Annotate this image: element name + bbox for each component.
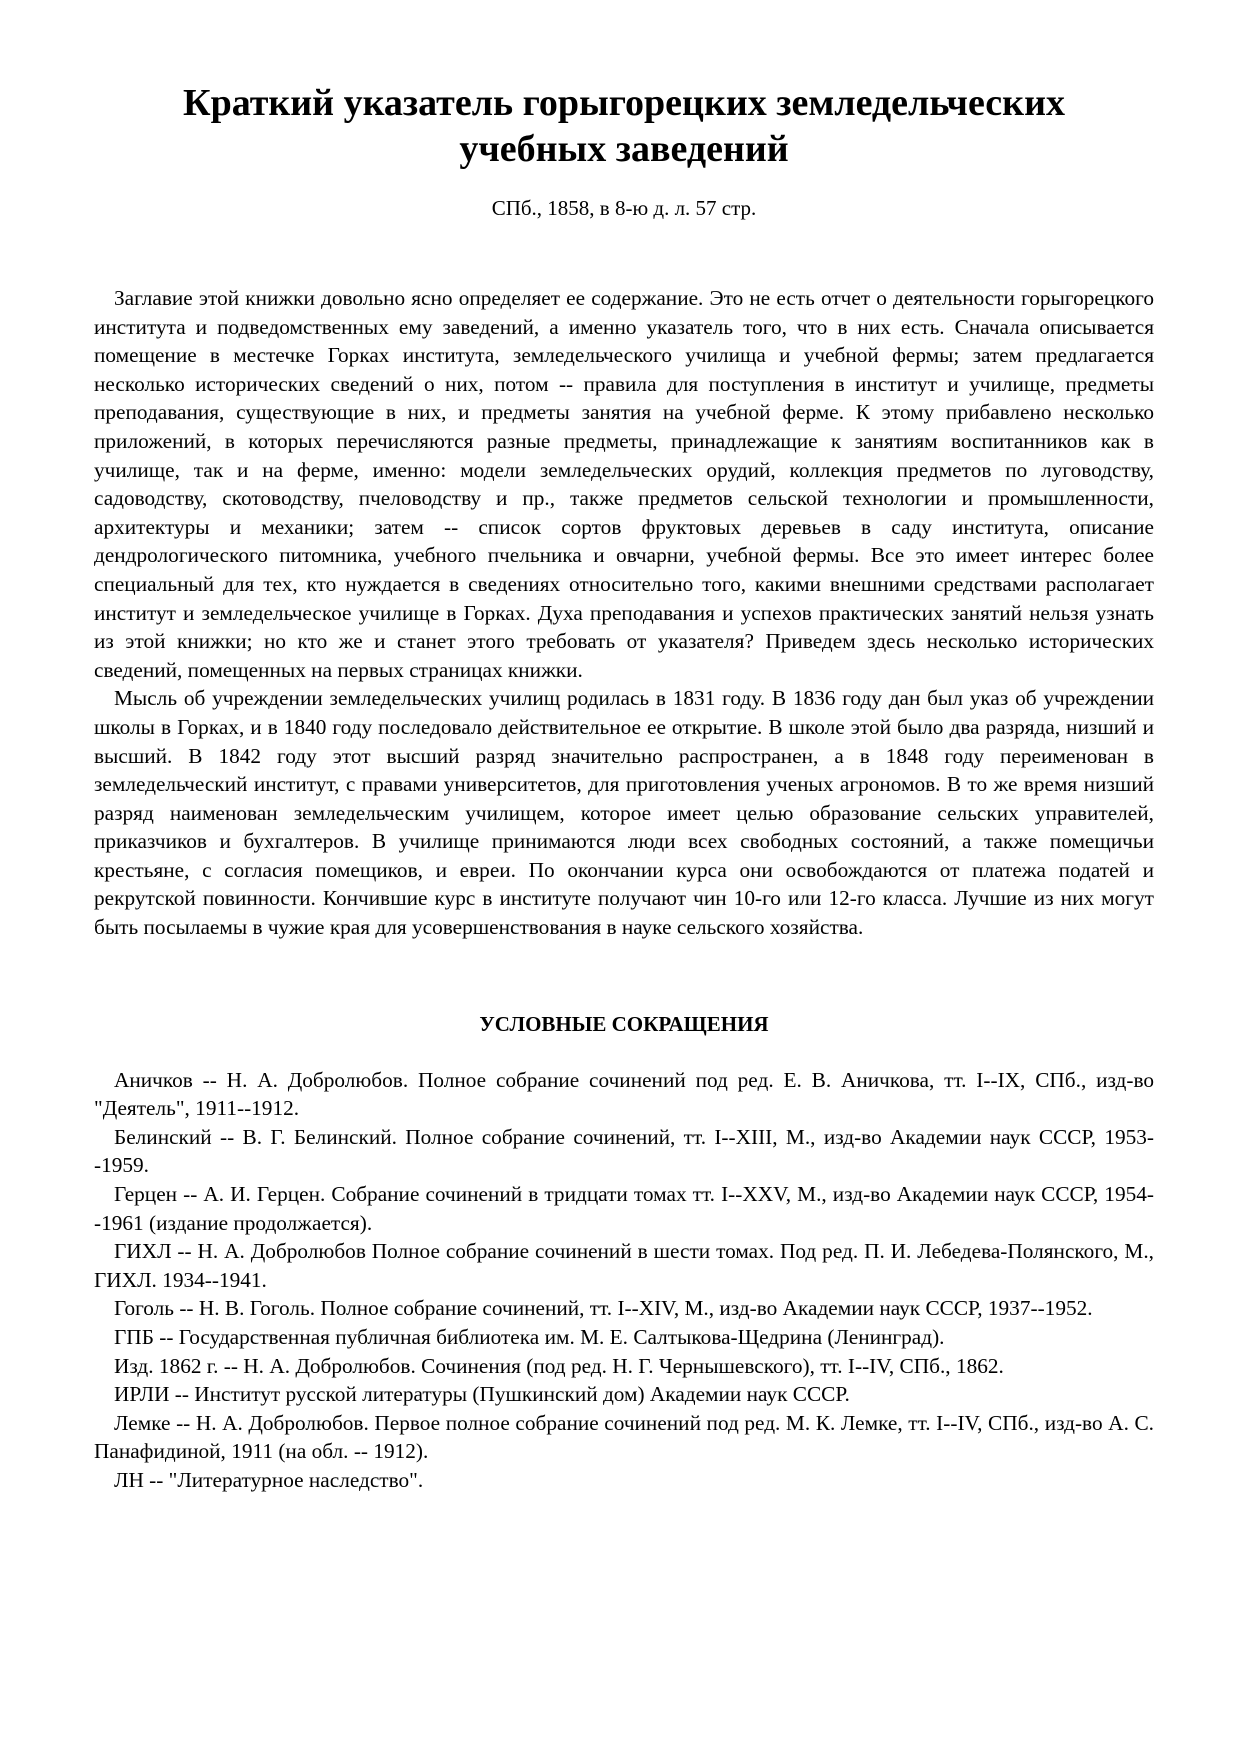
abbreviation-entry: Аничков -- Н. А. Добролюбов. Полное собрание сочинений под ред. Е. В. Аничкова, тт. I--IX, СПб., изд-во "Деятель", 1911--1912. [94, 1067, 1154, 1121]
title-line-2: учебных заведений [459, 128, 789, 170]
abbreviations-list [94, 1066, 1154, 1495]
abbreviation-entry: Изд. 1862 г. -- Н. А. Добролюбов. Сочинения (под ред. Н. Г. Чернышевского), тт. I--IV, СПб., 1862. [114, 1353, 1004, 1378]
publication-info: СПб., 1858, в 8-ю д. л. 57 стр. [491, 196, 757, 220]
abbreviation-entry: ГИХЛ -- Н. А. Добролюбов Полное собрание сочинений в шести томах. Под ред. П. И. Лебедева-Полянского, М., ГИХЛ. 1934--1941. [94, 1239, 1154, 1292]
abbreviation-entry: ИРЛИ -- Институт русской литературы (Пушкинский дом) Академии наук СССР. [114, 1382, 850, 1407]
document-title [94, 80, 1154, 172]
body-paragraph: Заглавие этой книжки довольно ясно определяет ее содержание. Это не есть отчет о деятельности горыгорецкого института и подведомственных ему заведений, а именно указатель того, что в них есть. Сначала описывается помещение в местечке Горках института, земледельческого училища и учебной фермы; затем предлагается несколько исторических сведений о них, потом -- правила для поступления в институт и училище, предметы преподавания, существующие в них, и предметы занятия на учебной ферме. К этому прибавлено несколько приложений, в которых перечисляются разные предметы, принадлежащие к занятиям воспитанников как в училище, так и на ферме, именно: модели земледельческих орудий, коллекция предметов по луговодству, садоводству, скотоводству, пчеловодству и пр., также предметов сельской технологии и промышленности, архитектуры и механики; затем -- список сортов фруктовых деревьев в саду института, описание дендрологического питомника, учебного пчельника и овчарни, учебной фермы. Все это имеет интерес более специальный для тех, кто нуждается в сведениях относительно того, какими внешними средствами располагает институт и земледельческое училище в Горках. Духа преподавания и успехов практических занятий нельзя узнать из этой книжки; но кто же и станет этого требовать от указателя? Приведем здесь несколько исторических сведений, помещенных на первых страницах книжки. [94, 286, 1154, 682]
abbreviation-entry: ЛН -- "Литературное наследство". [114, 1467, 424, 1492]
abbreviation-entry: Герцен -- А. И. Герцен. Собрание сочинений в тридцати томах тт. I--XXV, М., изд-во Академии наук СССР, 1954--1961 (издание продолжается). [94, 1182, 1154, 1235]
abbreviation-entry: ГПБ -- Государственная публичная библиотека им. М. Е. Салтыкова-Щедрина (Ленинград). [114, 1325, 945, 1349]
abbreviations-heading: УСЛОВНЫЕ СОКРАЩЕНИЯ [479, 1011, 769, 1036]
body-paragraph: Мысль об учреждении земледельческих училищ родилась в 1831 году. В 1836 году дан был указ об учреждении школы в Горках, и в 1840 году последовало действительное ее открытие. В школе этой было два разряда, низший и высший. В 1842 году этот высший разряд значительно распространен, а в 1848 году переименован в земледельческий институт, с правами университетов, для приготовления ученых агрономов. В то же время низший разряд наименован земледельческим училищем, которое имеет целью образование сельских управителей, приказчиков и бухгалтеров. В училище принимаются люди всех свободных состояний, а также помещичьи крестьяне, с согласия помещиков, и евреи. По окончании курса они освобождаются от платежа податей и рекрутской повинности. Кончившие курс в институте получают чин 10-го или 12-го класса. Лучшие из них могут быть посылаемы в чужие края для усовершенствования в науке сельского хозяйства. [94, 686, 1154, 940]
abbreviation-entry: Лемке -- Н. А. Добролюбов. Первое полное собрание сочинений под ред. М. К. Лемке, тт. I--IV, СПб., изд-во А. С. Панафидиной, 1911 (на обл. -- 1912). [94, 1410, 1154, 1464]
title-line-1: Краткий указатель горыгорецких земледельческих [183, 82, 1065, 124]
review-body [94, 284, 1154, 942]
abbreviation-entry: Белинский -- В. Г. Белинский. Полное собрание сочинений, тт. I--XIII, М., изд-во Академии наук СССР, 1953--1959. [94, 1124, 1154, 1178]
abbreviation-entry: Гоголь -- Н. В. Гоголь. Полное собрание сочинений, тт. I--XIV, М., изд-во Академии наук СССР, 1937--1952. [114, 1296, 1093, 1321]
document-page [94, 0, 1154, 1495]
